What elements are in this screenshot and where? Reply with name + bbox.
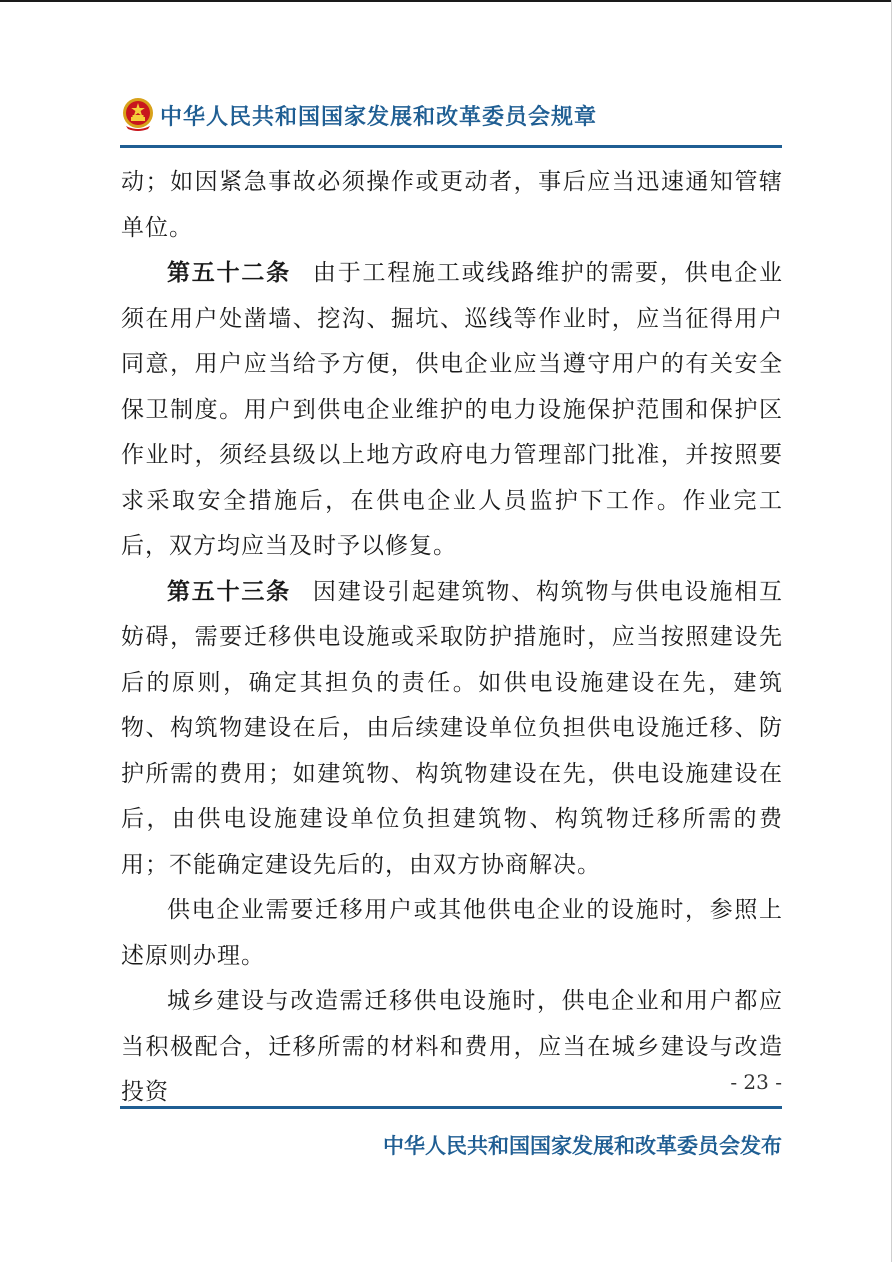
- article-52-text: 由于工程施工或线路维护的需要，供电企业须在用户处凿墙、挖沟、掘坑、巡线等作业时，应当征得用户同意，用户应当给予方便，供电企业应当遵守用户的有关安全保卫制度。用户到供电企业维护的电力设施保护范围和保护区作业时，须经县级以上地方政府电力管理部门批准，并按照要求采取安全措施后，在供电企业人员监护下工作。作业完工后，双方均应当及时予以修复。: [121, 260, 784, 559]
- article-53-text: 因建设引起建筑物、构筑物与供电设施相互妨碍，需要迁移供电设施或采取防护措施时，应当按照建设先后的原则，确定其担负的责任。如供电设施建设在先，建筑物、构筑物建设在后，由后续建设单位负担供电设施迁移、防护所需的费用；如建筑物、构筑物建设在先，供电设施建设在后，由供电设施建设单位负担建筑物、构筑物迁移所需的费用；不能确定建设先后的，由双方协商解决。: [121, 578, 784, 878]
- header-title: 中华人民共和国国家发展和改革委员会规章: [160, 105, 598, 130]
- relocation-paragraph: 供电企业需要迁移用户或其他供电企业的设施时，参照上述原则办理。: [121, 897, 783, 969]
- document-body: [121, 160, 783, 1116]
- page-number: - 23 -: [730, 1070, 782, 1094]
- article-53-paragraph: [121, 570, 783, 889]
- header-divider: [120, 145, 782, 148]
- page-header: [120, 96, 782, 146]
- article-52-paragraph: [121, 251, 783, 570]
- national-emblem-icon: [120, 96, 156, 132]
- article-52-number: 第五十二条: [167, 260, 291, 286]
- top-border-line: [0, 0, 892, 2]
- continuation-paragraph: 动；如因紧急事故必须操作或更动者，事后应当迅速通知管辖单位。: [121, 169, 783, 241]
- footer-divider: [120, 1106, 782, 1109]
- urban-rural-paragraph: 城乡建设与改造需迁移供电设施时，供电企业和用户都应当积极配合，迁移所需的材料和费用，应当在城乡建设与改造投资: [121, 988, 783, 1105]
- article-53-number: 第五十三条: [167, 578, 291, 605]
- footer-publisher: 中华人民共和国国家发展和改革委员会发布: [383, 1134, 782, 1158]
